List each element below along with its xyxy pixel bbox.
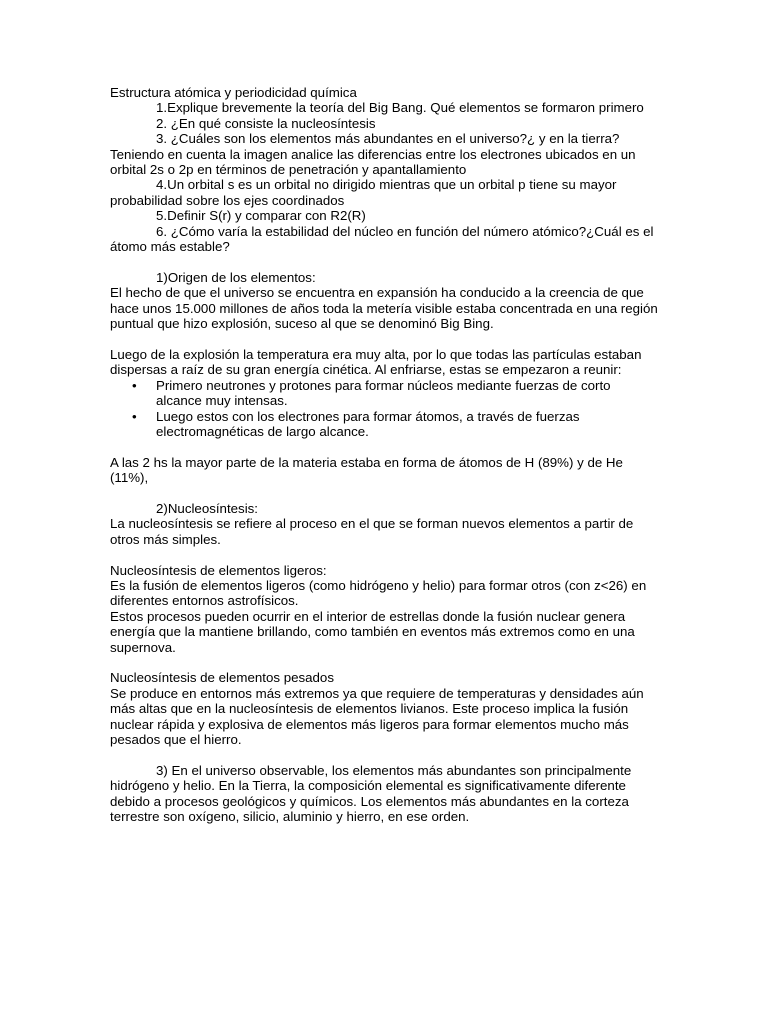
bullet-icon: • — [132, 408, 137, 424]
light-elements-paragraph-1: Es la fusión de elementos ligeros (como hidrógeno y helio) para formar otros (con z<26) en diferentes entornos astrofísicos. — [110, 577, 647, 609]
list-item — [110, 409, 660, 440]
spacer — [110, 439, 660, 454]
section-1-bullet-list — [110, 378, 660, 440]
question-3-detail: Teniendo en cuenta la imagen analice las diferencias entre los electrones ubicados en un orbital 2s o 2p en términos de penetración y apantallamiento — [110, 146, 636, 178]
bullet-icon: • — [132, 377, 137, 393]
section-2-heading: 2)Nucleosíntesis: — [156, 500, 258, 516]
spacer — [110, 254, 660, 269]
light-elements-heading: Nucleosíntesis de elementos ligeros: — [110, 562, 327, 578]
question-2: 2. ¿En qué consiste la nucleosíntesis — [156, 115, 376, 131]
heavy-elements-paragraph-1: Se produce en entornos más extremos ya que requiere de temperaturas y densidades aún más altas que en la nucleosíntesis de elementos livianos. Este proceso implica la fusión nuclear rápida y explosiva de elementos más ligeros para formar elementos mucho más pesados que el hierro. — [110, 685, 644, 747]
section-1-heading: 1)Origen de los elementos: — [156, 269, 316, 285]
heavy-elements-heading: Nucleosíntesis de elementos pesados — [110, 670, 334, 686]
spacer — [110, 331, 660, 346]
document-body — [110, 85, 660, 824]
section-1-paragraph-3: A las 2 hs la mayor parte de la materia estaba en forma de átomos de H (89%) y de He (11%), — [110, 454, 623, 486]
question-5: 5.Definir S(r) y comparar con R2(R) — [156, 208, 366, 224]
list-item-text: Primero neutrones y protones para formar núcleos mediante fuerzas de corto alcance muy intensas. — [156, 377, 611, 409]
spacer — [110, 486, 660, 501]
light-elements-paragraph-2: Estos procesos pueden ocurrir en el interior de estrellas donde la fusión nuclear genera energía que la mantiene brillando, como también en eventos más extremos como en una supernova. — [110, 608, 635, 655]
section-3-paragraph: 3) En el universo observable, los elementos más abundantes son principalmente hidrógeno y helio. En la Tierra, la composición elemental es significativamente diferente debido a procesos geológicos y químicos. Los elementos más abundantes en la corteza terrestre son oxígeno, silicio, aluminio y hierro, en ese orden. — [110, 762, 632, 824]
list-item — [110, 378, 660, 409]
section-2-paragraph-1: La nucleosíntesis se refiere al proceso en el que se forman nuevos elementos a partir de otros más simples. — [110, 516, 634, 547]
document-title: Estructura atómica y periodicidad química — [110, 85, 357, 100]
question-6: 6. ¿Cómo varía la estabilidad del núcleo en función del número atómico?¿Cuál es el átomo más estable? — [110, 223, 654, 255]
question-3: 3. ¿Cuáles son los elementos más abundantes en el universo?¿ y en la tierra? — [156, 131, 620, 147]
section-1-paragraph-1: El hecho de que el universo se encuentra en expansión ha conducido a la creencia de que hace unos 15.000 millones de años toda la metería visible estaba concentrada en una región puntual que hizo explosión, suceso al que se denominó Big Bing. — [110, 285, 658, 332]
question-4: 4.Un orbital s es un orbital no dirigido mientras que un orbital p tiene su mayor probabilidad sobre los ejes coordinados — [110, 177, 617, 208]
section-1-paragraph-2: Luego de la explosión la temperatura era muy alta, por lo que todas las partículas estaban dispersas a raíz de su gran energía cinética. Al enfriarse, estas se empezaron a reunir: — [110, 346, 642, 378]
spacer — [110, 747, 660, 762]
list-item-text: Luego estos con los electrones para formar átomos, a través de fuerzas electromagnéticas de largo alcance. — [156, 408, 580, 439]
spacer — [110, 547, 660, 562]
spacer — [110, 655, 660, 670]
question-1: 1.Explique brevemente la teoría del Big Bang. Qué elementos se formaron primero — [156, 100, 644, 116]
